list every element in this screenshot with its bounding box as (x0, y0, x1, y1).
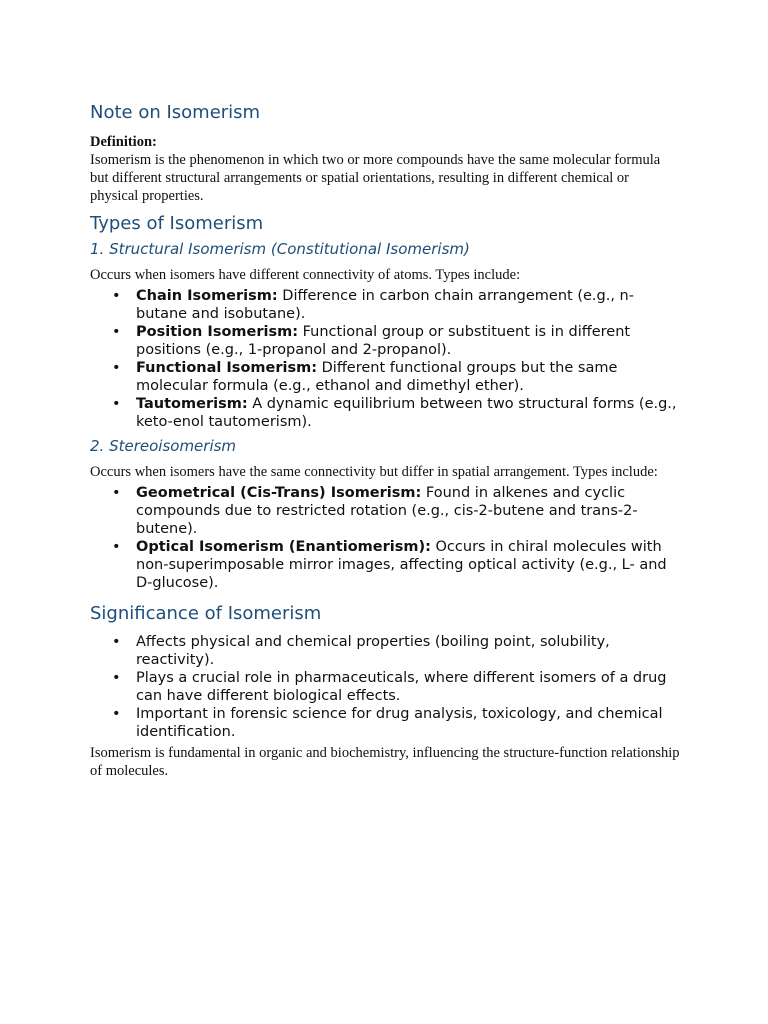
list-item-term: Tautomerism: (136, 396, 248, 412)
list-item-term: Optical Isomerism (Enantiomerism): (136, 539, 431, 555)
significance-heading: Significance of Isomerism (90, 603, 322, 624)
list-item-term: Position Isomerism: (136, 324, 299, 340)
list-item: • Affects physical and chemical properties (boiling point, solubility, reactivity). (136, 633, 680, 669)
stereo-heading: 2. Stereoisomerism (90, 437, 237, 455)
list-item-text: A dynamic equilibrium between two structural forms (e.g., keto-enol tautomerism). (136, 396, 677, 430)
list-item-text: Found in alkenes and cyclic compounds due to restricted rotation (e.g., cis-2-butene and trans-2-butene). (136, 485, 638, 537)
definition-text: Isomerism is the phenomenon in which two or more compounds have the same molecular formula but different structural arrangements or spatial orientations, resulting in different chemical or physical properties. (90, 152, 661, 204)
closing-paragraph: Isomerism is fundamental in organic and biochemistry, influencing the structure-function relationship of molecules. (90, 745, 680, 779)
list-item-term: Chain Isomerism: (136, 288, 278, 304)
list-item: • Plays a crucial role in pharmaceuticals, where different isomers of a drug can have different biological effects. (136, 669, 680, 705)
significance-list (90, 633, 680, 741)
list-item-term: Geometrical (Cis-Trans) Isomerism: (136, 485, 422, 501)
types-heading: Types of Isomerism (90, 213, 264, 234)
list-item (136, 287, 680, 323)
list-item-text: Occurs in chiral molecules with non-superimposable mirror images, affecting optical activity (e.g., L- and D-glucose). (136, 539, 667, 591)
list-item-text: Difference in carbon chain arrangement (e.g., n-butane and isobutane). (136, 288, 634, 322)
list-item (136, 359, 680, 395)
structural-intro: Occurs when isomers have different connectivity of atoms. Types include: (90, 267, 521, 283)
list-item (136, 484, 680, 538)
document-page (90, 102, 680, 780)
list-item-term: Functional Isomerism: (136, 360, 318, 376)
stereo-intro: Occurs when isomers have the same connectivity but differ in spatial arrangement. Types include: (90, 464, 658, 480)
list-item: • Important in forensic science for drug analysis, toxicology, and chemical identification. (136, 705, 680, 741)
list-item (136, 395, 680, 431)
stereo-list (90, 484, 680, 592)
structural-heading: 1. Structural Isomerism (Constitutional Isomerism) (90, 240, 470, 258)
definition-label: Definition: (90, 134, 157, 150)
page-title: Note on Isomerism (90, 102, 261, 123)
list-item-text: Functional group or substituent is in different positions (e.g., 1-propanol and 2-propanol). (136, 324, 631, 358)
list-item-text: Different functional groups but the same molecular formula (e.g., ethanol and dimethyl ether). (136, 360, 618, 394)
list-item (136, 323, 680, 359)
structural-list (90, 287, 680, 431)
list-item (136, 538, 680, 592)
